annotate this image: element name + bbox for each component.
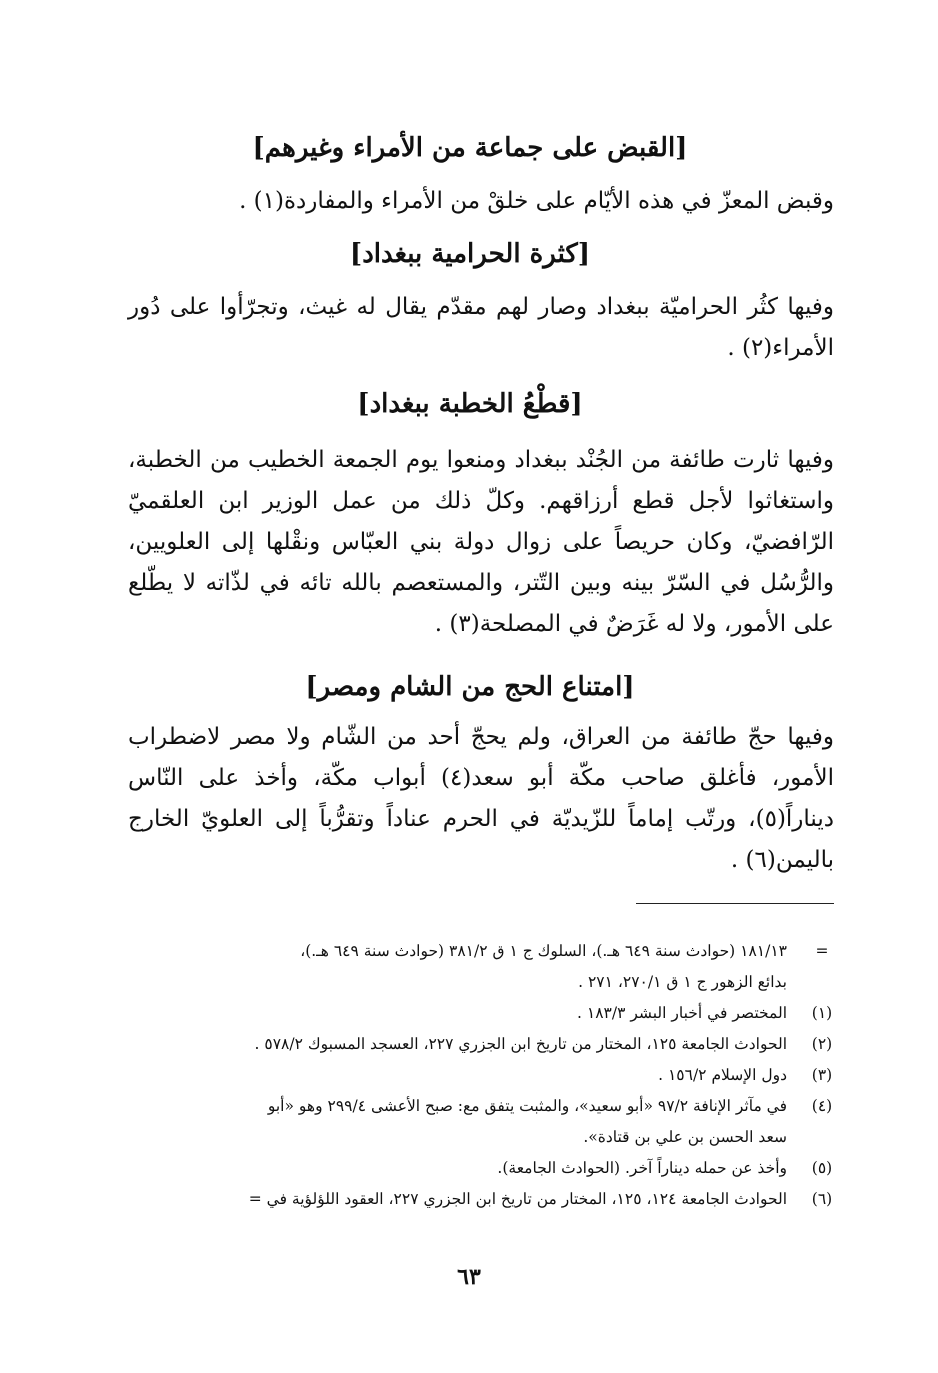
section-heading: [كثرة الحرامية ببغداد] bbox=[349, 239, 591, 269]
footnote-number: (١) bbox=[811, 1004, 833, 1022]
footnote bbox=[100, 1029, 840, 1060]
footnote-text: المختصر في أخبار البشر ١٨٣/٣ . bbox=[577, 1004, 787, 1022]
footnote-text: دول الإسلام ١٥٦/٢ . bbox=[658, 1066, 787, 1084]
footnotes bbox=[100, 936, 840, 1215]
footnote bbox=[100, 1091, 840, 1122]
footnote bbox=[100, 1184, 840, 1215]
footnote-text: الحوادث الجامعة ١٢٤، ١٢٥، المختار من تاريخ ابن الجزري ٢٢٧، العقود اللؤلؤية في = bbox=[248, 1190, 787, 1208]
footnote bbox=[100, 998, 840, 1029]
section-heading: [امتناع الحج من الشام ومصر] bbox=[305, 672, 635, 702]
section-heading: [قطْعُ الخطبة ببغداد] bbox=[357, 389, 583, 419]
footnote-text: ١٨١/١٣ (حوادث سنة ٦٤٩ هـ.)، السلوك ج ١ ق ٣٨١/٢ (حوادث سنة ٦٤٩ هـ.)، bbox=[300, 942, 787, 960]
page-number: ٦٣ bbox=[457, 1264, 481, 1290]
footnote-number: (٤) bbox=[811, 1097, 833, 1115]
footnote bbox=[100, 1060, 840, 1091]
section-heading: [القبض على جماعة من الأمراء وغيرهم] bbox=[252, 133, 688, 163]
footnote-number: (٣) bbox=[811, 1066, 833, 1084]
footnote-text: الحوادث الجامعة ١٢٥، المختار من تاريخ ابن الجزري ٢٢٧، العسجد المسبوك ٥٧٨/٢ . bbox=[254, 1035, 787, 1053]
footnote-number: (٥) bbox=[811, 1159, 833, 1177]
footnote-number: = bbox=[815, 942, 829, 960]
paragraph: وقبض المعزّ في هذه الأيّام على خلقْ من الأمراء والمفاردة(١) . bbox=[239, 188, 834, 214]
footnote-text: بدائع الزهور ج ١ ق ٢٧٠/١، ٢٧١ . bbox=[578, 973, 787, 991]
footnote-text: في مآثر الإنافة ٩٧/٢ «أبو سعيد»، والمثبت يتفق مع: صبح الأعشى ٢٩٩/٤ وهو «أبو bbox=[267, 1097, 787, 1115]
footnote-number: (٢) bbox=[811, 1035, 833, 1053]
footnote bbox=[100, 936, 840, 967]
footnote-text: وأخذ عن حمله ديناراً آخر. (الحوادث الجامعة). bbox=[497, 1159, 787, 1177]
footnote bbox=[100, 1153, 840, 1184]
footnote bbox=[100, 967, 840, 998]
paragraph: وفيها ثارت طائفة من الجُنْد ببغداد ومنعوا يوم الجمعة الخطيب من الخطبة، واستغاثوا لأجل قطع أرزاقهم. وكلّ ذلك من عمل الوزير ابن العلقميّ الرّافضيّ، وكان حريصاً على زوال دولة بني العبّاس ونقْلها إلى العلويين، والرُّسُل في السّرّ بينه وبين التّتر، والمستعصم بالله تائه في لذّاته لا يطّلع على الأمور، ولا له غَرَضٌ في المصلحة(٣) . bbox=[128, 447, 834, 637]
paragraph: وفيها حجّ طائفة من العراق، ولم يحجّ أحد من الشّام ولا مصر لاضطراب الأمور، فأغلق صاحب مكّة أبو سعد(٤) أبواب مكّة، وأخذ على النّاس ديناراً(٥)، ورتّب إماماً للزّيديّة في الحرم عناداً وتقرُّباً إلى العلويّ الخارج باليمن(٦) . bbox=[128, 724, 834, 873]
footnote-number: (٦) bbox=[811, 1190, 833, 1208]
footnote-divider bbox=[636, 903, 834, 904]
paragraph: وفيها كثُر الحراميّة ببغداد وصار لهم مقدّم يقال له غيث، وتجرّأوا على دُور الأمراء(٢) . bbox=[128, 294, 834, 361]
footnote-text: سعد الحسن بن علي بن قتادة». bbox=[583, 1128, 787, 1146]
footnote bbox=[100, 1122, 840, 1153]
